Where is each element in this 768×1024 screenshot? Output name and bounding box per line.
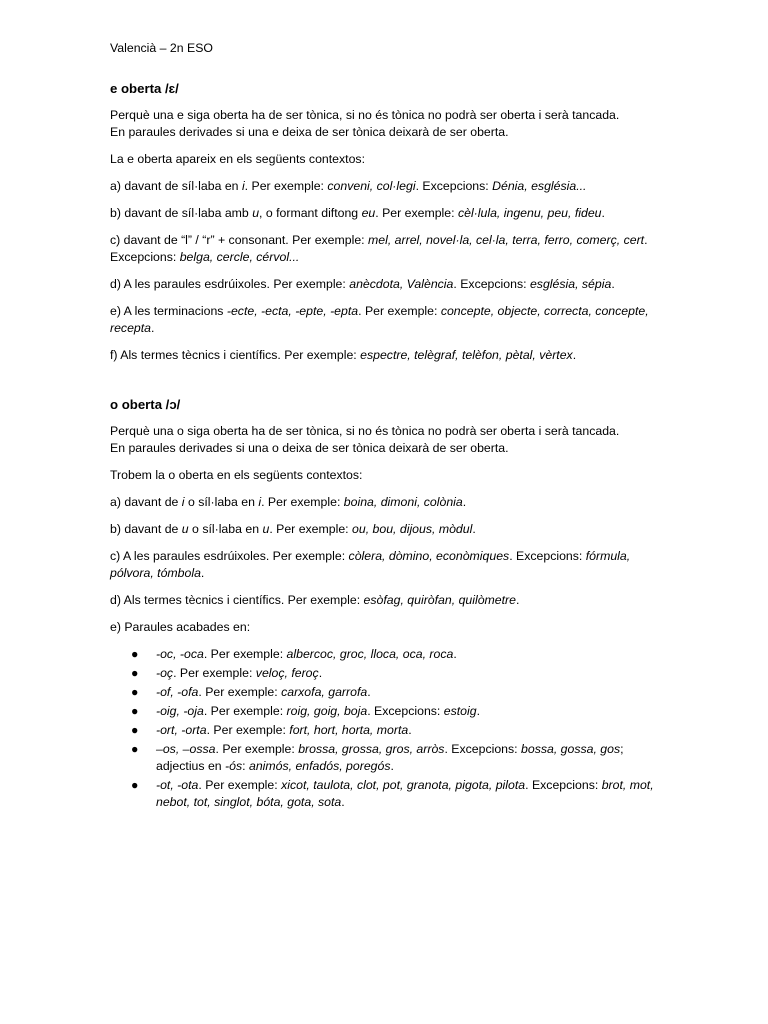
list-item <box>131 777 670 811</box>
text: . Excepcions: <box>525 778 602 792</box>
text: . Per exemple: <box>173 666 256 680</box>
example-words: anècdota, València <box>349 277 454 291</box>
text: . Excepcions: <box>415 179 493 193</box>
example-words: còlera, dòmino, econòmiques <box>348 549 510 563</box>
text: . Per exemple: <box>198 685 282 699</box>
section-title-o-oberta: o oberta /ɔ/ <box>110 397 181 412</box>
text: u <box>262 522 270 536</box>
text: . Per exemple: <box>215 742 299 756</box>
text: eu <box>361 206 376 220</box>
text: . <box>318 666 323 680</box>
example-words: boina, dimoni, colònia <box>343 495 463 509</box>
text: . <box>611 277 615 291</box>
text: . <box>408 723 412 737</box>
text: . Per exemple: <box>203 704 287 718</box>
page-header: Valencià – 2n ESO <box>110 41 213 55</box>
text: u <box>252 206 260 220</box>
list-item <box>131 703 670 720</box>
text: b) davant de síl·laba amb <box>110 206 253 220</box>
example-words: carxofa, garrofa <box>281 685 368 699</box>
bullet-icon: ● <box>131 742 139 756</box>
example-words: ou, bou, dijous, mòdul <box>352 522 473 536</box>
ending-term: -ort, -orta <box>156 723 207 737</box>
text: , o formant diftong <box>259 206 362 220</box>
e-intro-paragraph <box>110 107 670 141</box>
text: ; adjectius en <box>156 742 624 773</box>
example-words: roig, goig, boja <box>286 704 368 718</box>
exception-words: Dénia, església... <box>492 179 587 193</box>
text: u <box>181 522 189 536</box>
text: . <box>367 685 371 699</box>
exception-words: brot, mot, nebot, tot, singlot, bóta, gota, sota <box>156 778 654 809</box>
endings-list <box>110 646 670 811</box>
text: f) Als termes tècnics i científics. Per exemple: <box>110 348 361 362</box>
text: . Per exemple: <box>206 723 290 737</box>
text: . Per exemple: <box>203 647 287 661</box>
example-words: conveni, col·legi <box>327 179 416 193</box>
text: . Per exemple: <box>261 495 344 509</box>
example-words: animós, enfadós, poregós <box>248 759 391 773</box>
example-words: fort, hort, horta, morta <box>289 723 409 737</box>
bullet-icon: ● <box>131 723 139 737</box>
text: -ós <box>225 759 243 773</box>
text: -ecte, -ecta, -epte, -epta <box>226 304 359 318</box>
bullet-icon: ● <box>131 685 139 699</box>
o-intro-line2: En paraules derivades si una o deixa de ser tònica deixarà de ser oberta. <box>110 441 509 455</box>
o-rule-c <box>110 548 670 582</box>
text: . Per exemple: <box>358 304 441 318</box>
exception-words: fórmula, pólvora, tómbola <box>110 549 631 580</box>
o-rule-d <box>110 592 670 609</box>
text: . Per exemple: <box>269 522 353 536</box>
example-words: espectre, telègraf, telèfon, pètal, vèrtex <box>360 348 573 362</box>
o-rule-a <box>110 494 670 511</box>
text: c) davant de “l” / “r” + consonant. Per exemple: <box>110 233 369 247</box>
text: . <box>472 522 476 536</box>
o-rule-e: e) Paraules acabades en: <box>110 620 251 634</box>
o-rule-b <box>110 521 670 538</box>
text: . <box>151 321 155 335</box>
bullet-icon: ● <box>131 666 139 680</box>
e-contexts-heading: La e oberta apareix en els següents contextos: <box>110 152 365 166</box>
text: . <box>476 704 481 718</box>
list-item <box>131 741 670 775</box>
ending-term: -oç <box>156 666 174 680</box>
text: a) davant de <box>110 495 182 509</box>
ending-term: -ot, -ota <box>156 778 199 792</box>
text: . Per exemple: <box>244 179 328 193</box>
ending-term: -of, -ofa <box>156 685 199 699</box>
example-words: veloç, feroç <box>255 666 319 680</box>
text: . <box>200 566 205 580</box>
text: b) davant de <box>110 522 182 536</box>
example-words: cèl·lula, ingenu, peu, fideu <box>457 206 602 220</box>
e-intro-line1: Perquè una e siga oberta ha de ser tònica, si no és tònica no podrà ser oberta i serà tancada. <box>110 108 620 122</box>
text: . <box>341 795 345 809</box>
text: i <box>241 179 245 193</box>
example-words: concepte, objecte, correcta, concepte, recepta <box>110 304 649 335</box>
text: i <box>181 495 185 509</box>
text: . Excepcions: <box>509 549 586 563</box>
exception-words: bossa, gossa, gos <box>521 742 621 756</box>
text: . Excepcions: <box>110 233 648 264</box>
text: . <box>453 647 457 661</box>
text: . Excepcions: <box>367 704 444 718</box>
e-rule-e <box>110 303 670 337</box>
text: o síl·laba en <box>184 495 259 509</box>
example-words: esòfag, quiròfan, quilòmetre <box>363 593 516 607</box>
list-item <box>131 684 670 701</box>
bullet-icon: ● <box>131 778 139 792</box>
text: c) A les paraules esdrúixoles. Per exemple: <box>110 549 349 563</box>
example-words: albercoc, groc, lloca, oca, roca <box>286 647 454 661</box>
text: i <box>258 495 262 509</box>
text: . <box>601 206 605 220</box>
text: : <box>242 759 249 773</box>
example-words: brossa, grossa, gros, arròs <box>298 742 445 756</box>
text: . Per exemple: <box>375 206 458 220</box>
example-words: xicot, taulota, clot, pot, granota, pigota, pilota <box>281 778 526 792</box>
e-rule-a <box>110 178 670 195</box>
text: o síl·laba en <box>188 522 263 536</box>
text: . Excepcions: <box>444 742 522 756</box>
e-intro-line2: En paraules derivades si una e deixa de ser tònica deixarà de ser oberta. <box>110 125 509 139</box>
e-rule-f <box>110 347 670 364</box>
list-item <box>131 646 670 663</box>
e-rule-c <box>110 232 670 266</box>
exception-words: belga, cercle, cérvol... <box>179 250 300 264</box>
o-intro-line1: Perquè una o siga oberta ha de ser tònica, si no és tònica no podrà ser oberta i serà tancada. <box>110 424 620 438</box>
text: . Excepcions: <box>453 277 530 291</box>
exception-words: església, sépia <box>529 277 612 291</box>
list-item <box>131 665 670 682</box>
example-words: mel, arrel, novel·la, cel·la, terra, ferro, comerç, cert <box>368 233 645 247</box>
text: . <box>390 759 394 773</box>
ending-term: -oc, -oca <box>156 647 204 661</box>
text: . Per exemple: <box>198 778 282 792</box>
text: . <box>572 348 577 362</box>
list-item <box>131 722 670 739</box>
ending-term: –os, –ossa <box>156 742 216 756</box>
o-intro-paragraph <box>110 423 670 457</box>
e-rule-b <box>110 205 670 222</box>
text: d) A les paraules esdrúixoles. Per exemple: <box>110 277 350 291</box>
bullet-icon: ● <box>131 647 139 661</box>
e-rule-d <box>110 276 670 293</box>
text: a) davant de síl·laba en <box>110 179 242 193</box>
o-contexts-heading: Trobem la o oberta en els següents contextos: <box>110 468 363 482</box>
exception-words: estoig <box>443 704 477 718</box>
text: d) Als termes tècnics i científics. Per exemple: <box>110 593 364 607</box>
text: . <box>516 593 520 607</box>
document-page <box>110 40 670 813</box>
bullet-icon: ● <box>131 704 139 718</box>
ending-term: -oig, -oja <box>156 704 204 718</box>
text: . <box>462 495 467 509</box>
text: e) A les terminacions <box>110 304 227 318</box>
section-title-e-oberta: e oberta /ɛ/ <box>110 81 179 96</box>
